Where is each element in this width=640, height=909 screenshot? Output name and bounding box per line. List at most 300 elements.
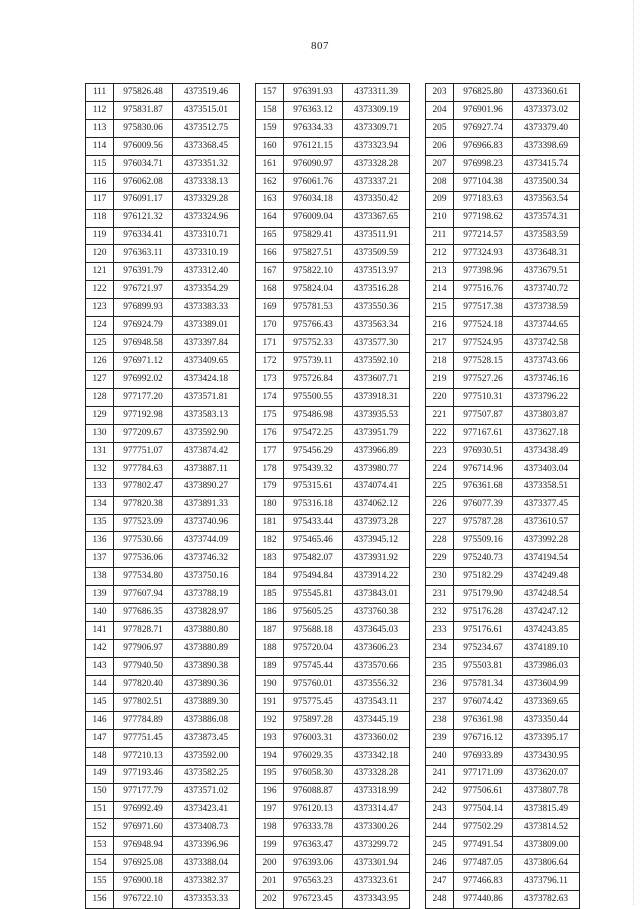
table-row [86,496,240,514]
point-number-cell: 169 [256,299,284,317]
y-coordinate-cell: 4373373.02 [513,101,580,119]
x-coordinate-cell: 976363.11 [114,245,173,263]
point-number-cell: 204 [426,101,454,119]
x-coordinate-cell: 975760.01 [284,675,343,693]
table-row [256,586,410,604]
x-coordinate-cell: 975240.73 [454,550,513,568]
table-row [256,801,410,819]
x-coordinate-cell: 975830.06 [114,119,173,137]
point-number-cell: 147 [86,729,114,747]
x-coordinate-cell: 976723.45 [284,891,343,909]
x-coordinate-cell: 975726.84 [284,371,343,389]
y-coordinate-cell: 4373360.61 [513,84,580,102]
x-coordinate-cell: 977751.07 [114,442,173,460]
y-coordinate-cell: 4373397.84 [173,335,240,353]
point-number-cell: 232 [426,604,454,622]
table-row [256,155,410,173]
x-coordinate-cell: 976029.35 [284,747,343,765]
x-coordinate-cell: 977607.94 [114,586,173,604]
table-row [426,873,580,891]
table-row [86,837,240,855]
y-coordinate-cell: 4373571.02 [173,783,240,801]
x-coordinate-cell: 977209.67 [114,424,173,442]
x-coordinate-cell: 975827.51 [284,245,343,263]
point-number-cell: 236 [426,675,454,693]
x-coordinate-cell: 976062.08 [114,173,173,191]
x-coordinate-cell: 975500.55 [284,388,343,406]
point-number-cell: 195 [256,765,284,783]
x-coordinate-cell: 977784.89 [114,711,173,729]
y-coordinate-cell: 4373606.23 [343,640,410,658]
x-coordinate-cell: 977530.66 [114,532,173,550]
y-coordinate-cell: 4373679.51 [513,263,580,281]
point-number-cell: 173 [256,371,284,389]
y-coordinate-cell: 4373309.71 [343,119,410,137]
table-row [256,227,410,245]
point-number-cell: 151 [86,801,114,819]
y-coordinate-cell: 4373746.16 [513,371,580,389]
point-number-cell: 207 [426,155,454,173]
y-coordinate-cell: 4373423.41 [173,801,240,819]
point-number-cell: 120 [86,245,114,263]
x-coordinate-cell: 976391.93 [284,84,343,102]
x-coordinate-cell: 975182.29 [454,568,513,586]
table-row [86,155,240,173]
table-row [256,604,410,622]
x-coordinate-cell: 977751.45 [114,729,173,747]
table-row [426,424,580,442]
table-row [86,640,240,658]
point-number-cell: 209 [426,191,454,209]
y-coordinate-cell: 4373744.09 [173,532,240,550]
table-row [256,819,410,837]
x-coordinate-cell: 975482.07 [284,550,343,568]
x-coordinate-cell: 976074.42 [454,693,513,711]
point-number-cell: 170 [256,317,284,335]
x-coordinate-cell: 976966.83 [454,137,513,155]
y-coordinate-cell: 4373324.96 [173,209,240,227]
table-row [256,119,410,137]
table-row [86,227,240,245]
point-number-cell: 185 [256,586,284,604]
point-number-cell: 214 [426,281,454,299]
y-coordinate-cell: 4373438.49 [513,442,580,460]
x-coordinate-cell: 975176.28 [454,604,513,622]
table-row [86,335,240,353]
x-coordinate-cell: 975465.46 [284,532,343,550]
table-row [256,658,410,676]
x-coordinate-cell: 976034.18 [284,191,343,209]
table-row [86,729,240,747]
y-coordinate-cell: 4373543.11 [343,693,410,711]
x-coordinate-cell: 975739.11 [284,353,343,371]
y-coordinate-cell: 4373343.95 [343,891,410,909]
y-coordinate-cell: 4374243.85 [513,622,580,640]
point-number-cell: 179 [256,478,284,496]
y-coordinate-cell: 4373342.18 [343,747,410,765]
table-row [426,245,580,263]
x-coordinate-cell: 977171.09 [454,765,513,783]
table-row [426,586,580,604]
x-coordinate-cell: 977491.54 [454,837,513,855]
x-coordinate-cell: 977517.38 [454,299,513,317]
x-coordinate-cell: 976363.12 [284,101,343,119]
y-coordinate-cell: 4373980.77 [343,460,410,478]
y-coordinate-cell: 4373815.49 [513,801,580,819]
y-coordinate-cell: 4373592.00 [173,747,240,765]
x-coordinate-cell: 975503.81 [454,658,513,676]
point-number-cell: 165 [256,227,284,245]
x-coordinate-cell: 976034.71 [114,155,173,173]
table-row [86,478,240,496]
y-coordinate-cell: 4373388.04 [173,855,240,873]
point-number-cell: 143 [86,658,114,676]
point-number-cell: 168 [256,281,284,299]
point-number-cell: 196 [256,783,284,801]
x-coordinate-cell: 975752.33 [284,335,343,353]
point-number-cell: 197 [256,801,284,819]
x-coordinate-cell: 975826.48 [114,84,173,102]
x-coordinate-cell: 975781.34 [454,675,513,693]
table-row [86,765,240,783]
x-coordinate-cell: 976077.39 [454,496,513,514]
point-number-cell: 134 [86,496,114,514]
x-coordinate-cell: 975766.43 [284,317,343,335]
point-number-cell: 141 [86,622,114,640]
y-coordinate-cell: 4373887.11 [173,460,240,478]
y-coordinate-cell: 4373369.65 [513,693,580,711]
y-coordinate-cell: 4373512.75 [173,119,240,137]
x-coordinate-cell: 976992.49 [114,801,173,819]
table-row [256,622,410,640]
x-coordinate-cell: 977104.38 [454,173,513,191]
x-coordinate-cell: 975316.18 [284,496,343,514]
table-row [426,675,580,693]
x-coordinate-cell: 976363.47 [284,837,343,855]
y-coordinate-cell: 4373574.31 [513,209,580,227]
table-row [256,101,410,119]
x-coordinate-cell: 977516.76 [454,281,513,299]
y-coordinate-cell: 4373806.64 [513,855,580,873]
y-coordinate-cell: 4373743.66 [513,353,580,371]
y-coordinate-cell: 4373742.58 [513,335,580,353]
table-row [256,891,410,909]
point-number-cell: 223 [426,442,454,460]
table-row [256,729,410,747]
y-coordinate-cell: 4373403.04 [513,460,580,478]
table-row [426,478,580,496]
y-coordinate-cell: 4373843.01 [343,586,410,604]
point-number-cell: 128 [86,388,114,406]
point-number-cell: 122 [86,281,114,299]
x-coordinate-cell: 977210.13 [114,747,173,765]
table-row [426,532,580,550]
table-row [426,335,580,353]
y-coordinate-cell: 4373592.10 [343,353,410,371]
x-coordinate-cell: 976925.08 [114,855,173,873]
table-row [86,84,240,102]
table-row [256,317,410,335]
x-coordinate-cell: 975545.81 [284,586,343,604]
point-number-cell: 198 [256,819,284,837]
table-row [256,335,410,353]
point-number-cell: 167 [256,263,284,281]
x-coordinate-cell: 977802.51 [114,693,173,711]
table-row [86,173,240,191]
point-number-cell: 178 [256,460,284,478]
x-coordinate-cell: 976058.30 [284,765,343,783]
table-row [86,514,240,532]
x-coordinate-cell: 977198.62 [454,209,513,227]
point-number-cell: 177 [256,442,284,460]
x-coordinate-cell: 975176.61 [454,622,513,640]
point-number-cell: 154 [86,855,114,873]
y-coordinate-cell: 4373500.34 [513,173,580,191]
x-coordinate-cell: 975745.44 [284,658,343,676]
x-coordinate-cell: 976009.56 [114,137,173,155]
point-number-cell: 182 [256,532,284,550]
table-row [86,191,240,209]
table-row [426,209,580,227]
y-coordinate-cell: 4373379.40 [513,119,580,137]
table-row [86,658,240,676]
point-number-cell: 194 [256,747,284,765]
x-coordinate-cell: 976393.06 [284,855,343,873]
point-number-cell: 111 [86,84,114,102]
x-coordinate-cell: 977802.47 [114,478,173,496]
x-coordinate-cell: 976716.12 [454,729,513,747]
table-row [256,550,410,568]
point-number-cell: 175 [256,406,284,424]
table-row [256,299,410,317]
x-coordinate-cell: 976927.74 [454,119,513,137]
y-coordinate-cell: 4373389.01 [173,317,240,335]
y-coordinate-cell: 4373803.87 [513,406,580,424]
point-number-cell: 221 [426,406,454,424]
coordinate-table-2 [255,83,410,909]
point-number-cell: 241 [426,765,454,783]
coordinate-table-1 [85,83,240,909]
x-coordinate-cell: 977906.97 [114,640,173,658]
x-coordinate-cell: 975775.45 [284,693,343,711]
x-coordinate-cell: 975234.67 [454,640,513,658]
table-row [86,693,240,711]
table-row [426,227,580,245]
table-row [256,209,410,227]
point-number-cell: 156 [86,891,114,909]
table-row [86,873,240,891]
y-coordinate-cell: 4373620.07 [513,765,580,783]
y-coordinate-cell: 4373760.38 [343,604,410,622]
table-row [426,496,580,514]
point-number-cell: 201 [256,873,284,891]
y-coordinate-cell: 4373582.25 [173,765,240,783]
y-coordinate-cell: 4373367.65 [343,209,410,227]
point-number-cell: 161 [256,155,284,173]
y-coordinate-cell: 4373563.54 [513,191,580,209]
y-coordinate-cell: 4373890.36 [173,675,240,693]
table-row [426,406,580,424]
y-coordinate-cell: 4374189.10 [513,640,580,658]
y-coordinate-cell: 4373409.65 [173,353,240,371]
x-coordinate-cell: 975787.28 [454,514,513,532]
x-coordinate-cell: 977214.57 [454,227,513,245]
point-number-cell: 200 [256,855,284,873]
x-coordinate-cell: 976563.23 [284,873,343,891]
table-row [256,406,410,424]
point-number-cell: 158 [256,101,284,119]
table-row [426,604,580,622]
x-coordinate-cell: 975822.10 [284,263,343,281]
x-coordinate-cell: 976121.32 [114,209,173,227]
table-row [86,855,240,873]
table-row [86,586,240,604]
table-row [86,550,240,568]
point-number-cell: 113 [86,119,114,137]
x-coordinate-cell: 976391.79 [114,263,173,281]
x-coordinate-cell: 977528.15 [454,353,513,371]
point-number-cell: 225 [426,478,454,496]
x-coordinate-cell: 976120.13 [284,801,343,819]
point-number-cell: 138 [86,568,114,586]
table-row [256,855,410,873]
y-coordinate-cell: 4373301.94 [343,855,410,873]
y-coordinate-cell: 4373338.13 [173,173,240,191]
y-coordinate-cell: 4373890.27 [173,478,240,496]
point-number-cell: 150 [86,783,114,801]
y-coordinate-cell: 4373627.18 [513,424,580,442]
x-coordinate-cell: 975179.90 [454,586,513,604]
y-coordinate-cell: 4373986.03 [513,658,580,676]
table-row [86,299,240,317]
y-coordinate-cell: 4373360.02 [343,729,410,747]
y-coordinate-cell: 4373992.28 [513,532,580,550]
y-coordinate-cell: 4373607.71 [343,371,410,389]
table-row [426,388,580,406]
table-row [256,84,410,102]
x-coordinate-cell: 977828.71 [114,622,173,640]
x-coordinate-cell: 976361.68 [454,478,513,496]
y-coordinate-cell: 4373744.65 [513,317,580,335]
x-coordinate-cell: 977784.63 [114,460,173,478]
y-coordinate-cell: 4373610.57 [513,514,580,532]
point-number-cell: 246 [426,855,454,873]
point-number-cell: 157 [256,84,284,102]
table-row [256,173,410,191]
y-coordinate-cell: 4373890.38 [173,658,240,676]
y-coordinate-cell: 4373396.96 [173,837,240,855]
point-number-cell: 160 [256,137,284,155]
x-coordinate-cell: 977820.40 [114,675,173,693]
point-number-cell: 148 [86,747,114,765]
table-row [86,460,240,478]
table-row [426,460,580,478]
x-coordinate-cell: 975781.53 [284,299,343,317]
y-coordinate-cell: 4374074.41 [343,478,410,496]
y-coordinate-cell: 4373889.30 [173,693,240,711]
x-coordinate-cell: 976948.58 [114,335,173,353]
point-number-cell: 127 [86,371,114,389]
x-coordinate-cell: 976924.79 [114,317,173,335]
point-number-cell: 243 [426,801,454,819]
x-coordinate-cell: 976948.94 [114,837,173,855]
x-coordinate-cell: 976714.96 [454,460,513,478]
table-row [86,801,240,819]
y-coordinate-cell: 4373648.31 [513,245,580,263]
point-number-cell: 224 [426,460,454,478]
x-coordinate-cell: 976998.23 [454,155,513,173]
point-number-cell: 144 [86,675,114,693]
y-coordinate-cell: 4373300.26 [343,819,410,837]
table-row [256,442,410,460]
y-coordinate-cell: 4373310.19 [173,245,240,263]
table-row [426,837,580,855]
table-row [426,173,580,191]
point-number-cell: 239 [426,729,454,747]
table-row [426,711,580,729]
table-row [256,837,410,855]
point-number-cell: 153 [86,837,114,855]
y-coordinate-cell: 4373746.32 [173,550,240,568]
table-row [426,801,580,819]
point-number-cell: 125 [86,335,114,353]
point-number-cell: 174 [256,388,284,406]
x-coordinate-cell: 977504.14 [454,801,513,819]
table-row [426,729,580,747]
table-row [256,693,410,711]
x-coordinate-cell: 975456.29 [284,442,343,460]
table-row [256,747,410,765]
x-coordinate-cell: 977506.61 [454,783,513,801]
y-coordinate-cell: 4373318.99 [343,783,410,801]
x-coordinate-cell: 976061.76 [284,173,343,191]
point-number-cell: 187 [256,622,284,640]
y-coordinate-cell: 4373583.13 [173,406,240,424]
y-coordinate-cell: 4373550.36 [343,299,410,317]
point-number-cell: 124 [86,317,114,335]
point-number-cell: 205 [426,119,454,137]
point-number-cell: 133 [86,478,114,496]
table-row [426,550,580,568]
table-row [426,783,580,801]
y-coordinate-cell: 4373395.17 [513,729,580,747]
x-coordinate-cell: 975897.28 [284,711,343,729]
point-number-cell: 240 [426,747,454,765]
table-row [426,442,580,460]
point-number-cell: 219 [426,371,454,389]
table-row [426,371,580,389]
point-number-cell: 126 [86,353,114,371]
x-coordinate-cell: 976930.51 [454,442,513,460]
y-coordinate-cell: 4373740.96 [173,514,240,532]
y-coordinate-cell: 4373880.89 [173,640,240,658]
point-number-cell: 215 [426,299,454,317]
x-coordinate-cell: 977183.63 [454,191,513,209]
x-coordinate-cell: 976971.12 [114,353,173,371]
table-row [86,747,240,765]
point-number-cell: 140 [86,604,114,622]
y-coordinate-cell: 4373398.69 [513,137,580,155]
table-row [426,640,580,658]
point-number-cell: 191 [256,693,284,711]
table-row [86,281,240,299]
y-coordinate-cell: 4373368.45 [173,137,240,155]
point-number-cell: 112 [86,101,114,119]
x-coordinate-cell: 977177.20 [114,388,173,406]
table-row [256,711,410,729]
point-number-cell: 234 [426,640,454,658]
point-number-cell: 212 [426,245,454,263]
